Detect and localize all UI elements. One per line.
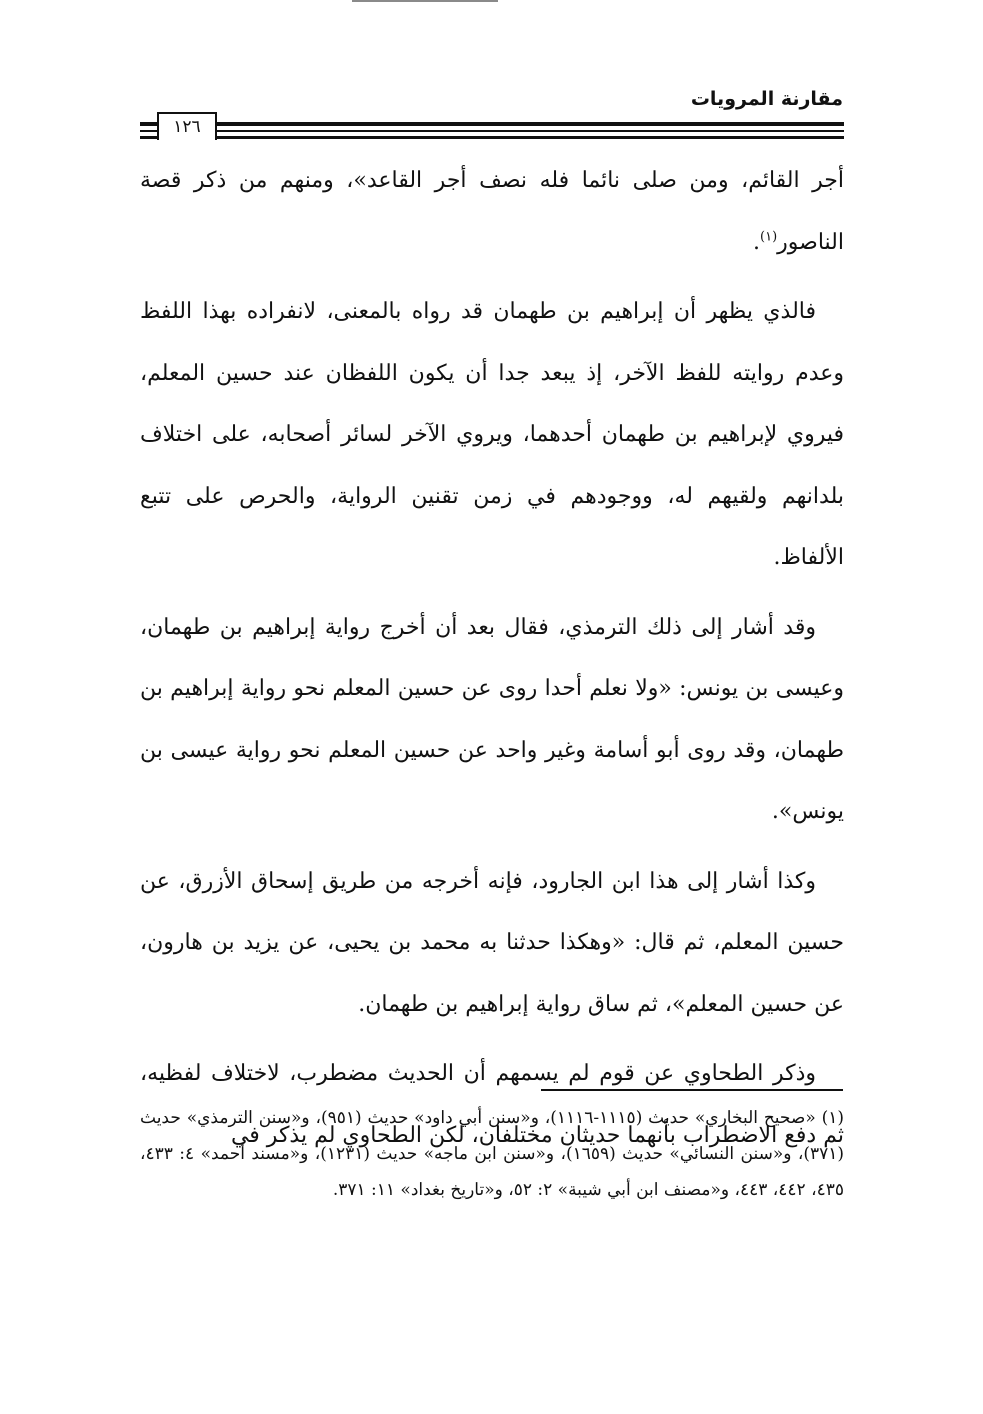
paragraph-5: وذكر الطحاوي عن قوم لم يسمهم أن الحديث مضطرب، لاختلاف لفظيه، ثم دفع الاضطراب بأنهما حديثان مختلفان، لكن الطحاوي لم يذكر في (140, 1061, 844, 1148)
footnote-text: (١) «صحيح البخاري» حديث (١١١٥-١١١٦)، و«سنن أبي داود» حديث (٩٥١)، و«سنن الترمذي» حديث (٣٧١)، و«سنن النسائي» حديث (١٦٥٩)، و«سنن ابن ماجه» حديث (١٢٣١)، و«مسند أحمد» ٤: ٤٣٣، ٤٣٥، ٤٤٢، ٤٤٣، و«مصنف ابن أبي شيبة» ٢: ٥٢، و«تاريخ بغداد» ١١: ٣٧١. (140, 1108, 845, 1200)
footnote-separator (541, 1089, 843, 1091)
top-edge-mark (352, 0, 498, 2)
footnote (140, 1100, 844, 1208)
header-rule-thin (140, 130, 844, 132)
paragraph-1 (140, 150, 844, 273)
header-rule-thick (140, 122, 844, 126)
main-text (140, 150, 844, 1174)
paragraph-2: فالذي يظهر أن إبراهيم بن طهمان قد رواه بالمعنى، لانفراده بهذا اللفظ وعدم روايته للفظ الآخر، إذ يبعد جدا أن يكون اللفظان عند حسين المعلم، فيروي لإبراهيم بن طهمان أحدهما، ويروي الآخر لسائر أصحابه، على اختلاف بلدانهم ولقيهم له، ووجودهم في زمن تقنين الرواية، والحرص على تتبع الألفاظ. (140, 299, 845, 570)
paragraph-1-end: . (753, 229, 761, 255)
running-title: مقارنة المرويات (690, 88, 843, 110)
header-rule-bottom (140, 136, 844, 139)
page-number: ١٢٦ (157, 112, 217, 140)
paragraph-3: وقد أشار إلى ذلك الترمذي، فقال بعد أن أخرج رواية إبراهيم بن طهمان، وعيسى بن يونس: «ولا نعلم أحدا روى عن حسين المعلم نحو رواية إبراهيم بن طهمان، وقد روى أبو أسامة وغير واحد عن حسين المعلم نحو رواية عيسى بن يونس». (140, 614, 844, 824)
paragraph-4: وكذا أشار إلى هذا ابن الجارود، فإنه أخرجه من طريق إسحاق الأزرق، عن حسين المعلم، ثم قال: «وهكذا حدثنا به محمد بن يحيى، عن يزيد بن هارون، عن حسين المعلم»، ثم ساق رواية إبراهيم بن طهمان. (140, 868, 844, 1017)
footnote-reference: (١) (760, 229, 778, 245)
paragraph-1-text: أجر القائم، ومن صلى نائما فله نصف أجر القاعد»، ومنهم من ذكر قصة الناصور (140, 168, 844, 255)
